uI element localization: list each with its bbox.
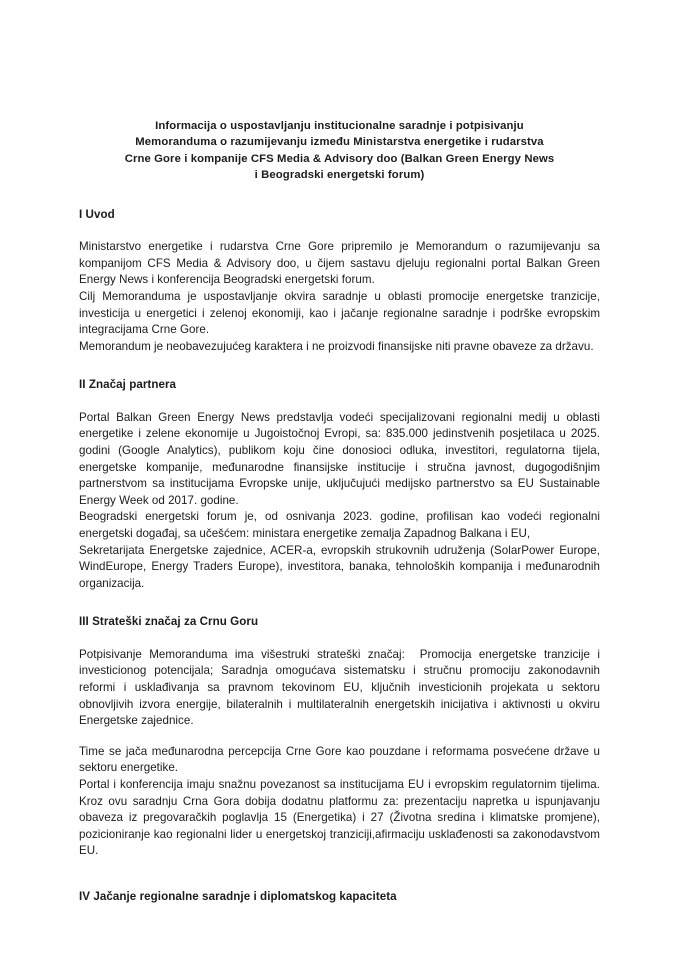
spacer <box>79 860 600 881</box>
spacer <box>79 881 600 889</box>
paragraph-i-3: Memorandum je neobavezujućeg karaktera i ne proizvodi finansijske niti pravne obaveze za državu. <box>79 339 594 353</box>
paragraph-ii-3: Sekretarijata Energetske zajednice, ACER-a, evropskih strukovnih udruženja (SolarPower Europe, WindEurope, Energy Traders Europe), investitora, banaka, tehnoloških kompanija i međunarodnih organizacija. <box>79 543 604 590</box>
document-title-line-1: Informacija o uspostavljanju institucionalne saradnje i potpisivanju <box>155 120 524 132</box>
section-heading-ii-znacaj-partnera: II Značaj partnera <box>79 378 177 392</box>
spacer <box>79 355 600 377</box>
paragraph-iii-1: Potpisivanje Memoranduma ima višestruki strateški značaj: Promocija energetske tranzicije i investicionog potencijala; Saradnja omogućava sistematsku i stručnu promociju zakonodavnih reformi i usklađivanja sa pravnom tekovinom EU, ključnih investicionih projekata u sektoru obnovljivih izvora energije, bilateralnih i multilateralnih energetskih inicijativa i aktivnosti u okviru Energetske zajednice. <box>79 647 604 728</box>
document-content <box>79 118 604 905</box>
paragraph-iii-2: Time se jača međunarodna percepcija Crne Gore kao pouzdane i reformama posvećene države u sektoru energetike. <box>79 744 604 775</box>
document-title-line-3: Crne Gore i kompanije CFS Media & Advisory doo (Balkan Green Energy News <box>124 152 555 165</box>
spacer <box>79 730 600 744</box>
document-title-line-2: Memoranduma o razumijevanju između Ministarstva energetike i rudarstva <box>135 136 544 149</box>
paragraph-ii-1: Portal Balkan Green Energy News predstavlja vodeći specijalizovani regionalni medij u oblasti energetike i zelene ekonomije u Jugoistočnoj Evropi, sa: 835.000 jedinstvenih posjetilaca u 2025. godini (Google Analytics), publikom koju čine donosioci odluka, investitori, regulatorna tijela, energetske kompanije, međunarodne finansijske institucije i stručna javnost, dugogodišnjim partnerstvom sa institucijama Evropske unije, uključujući medijsko partnerstvo sa EU Sustainable Energy Week od 2017. godine. <box>79 410 604 507</box>
section-heading-iii-strateski-znacaj: III Strateški značaj za Crnu Goru <box>79 615 259 629</box>
paragraph-ii-2: Beogradski energetski forum je, od osnivanja 2023. godine, profilisan kao vodeći regionalni energetski događaj, sa učešćem: ministara energetike zemalja Zapadnog Balkana i EU, <box>79 510 604 540</box>
spacer <box>79 592 600 614</box>
paragraph-i-1: Ministarstvo energetike i rudarstva Crne Gore pripremilo je Memorandum o razumijevanju sa kompanijom CFS Media & Advisory doo, u čijem sastavu djeluju regionalni portal Balkan Green Energy News i konferencija Beogradski energetski forum. <box>79 240 604 287</box>
spacer <box>79 394 600 410</box>
section-heading-i-uvod: I Uvod <box>79 207 115 221</box>
paragraph-iii-3: Portal i konferencija imaju snažnu povezanost sa institucijama EU i evropskim regulatornim tijelima. Kroz ovu saradnju Crna Gora dobija dodatnu platformu za: prezentaciju napretka u ispunjavanju obaveza iz pregovaračkih poglavlja 15 (Energetika) i 27 (Životna sredina i klimatske promjene), pozicioniranje kao regionalni lider u energetskoj tranziciji,afirmaciju usklađenosti sa zakonodavstvom EU. <box>79 777 604 858</box>
spacer <box>79 631 600 647</box>
spacer <box>79 223 600 239</box>
paragraph-i-2: Cilj Memoranduma je uspostavljanje okvira saradnje u oblasti promocije energetske tranzicije, investicija u energetici i zelenoj ekonomiji, kao i jačanje regionalne saradnje i podrške evropskim integracijama Crne Gore. <box>79 289 604 337</box>
document-title <box>79 118 600 184</box>
document-title-line-4: i Beogradski energetski forum) <box>254 169 425 182</box>
spacer <box>79 184 600 207</box>
section-heading-iv-jacanje-regionalne-saradnje: IV Jačanje regionalne saradnje i diplomatskog kapaciteta <box>79 889 397 903</box>
